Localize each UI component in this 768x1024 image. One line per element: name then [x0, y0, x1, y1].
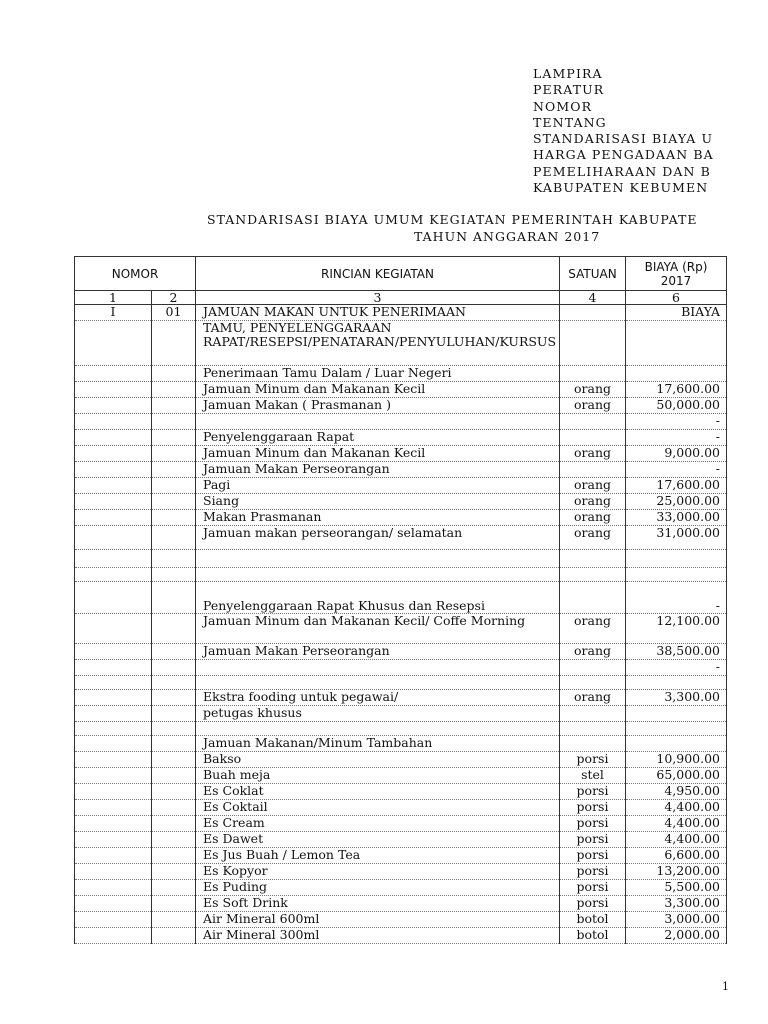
- table-row: [75, 321, 727, 366]
- row-code-cell: [152, 382, 196, 398]
- document-subtitle: TAHUN ANGGARAN 2017: [414, 229, 601, 244]
- table-row: [75, 706, 727, 722]
- row-code-cell: [152, 722, 196, 736]
- row-number-cell: [75, 768, 152, 784]
- row-code-cell: [152, 462, 196, 478]
- row-number-cell: [75, 510, 152, 526]
- unit-cell: [560, 305, 626, 321]
- col-number-6: 6: [626, 291, 727, 305]
- description-cell: [196, 660, 560, 676]
- col-number-2: 2: [152, 291, 196, 305]
- cost-cell: 9,000.00: [626, 446, 727, 462]
- description-cell: Pagi: [196, 478, 560, 494]
- unit-cell: [560, 321, 626, 366]
- row-code-cell: [152, 526, 196, 550]
- unit-cell: orang: [560, 644, 626, 660]
- cost-cell: 4,400.00: [626, 800, 727, 816]
- table-row: [75, 848, 727, 864]
- header-line: LAMPIRA: [533, 66, 603, 81]
- table-row: [75, 768, 727, 784]
- unit-cell: porsi: [560, 784, 626, 800]
- description-cell: TAMU, PENYELENGGARAAN RAPAT/RESEPSI/PENATARAN/PENYULUHAN/KURSUS: [196, 321, 560, 366]
- row-code-cell: [152, 832, 196, 848]
- table-row: [75, 462, 727, 478]
- unit-cell: orang: [560, 478, 626, 494]
- cost-cell: [626, 706, 727, 722]
- cost-cell: -: [626, 582, 727, 614]
- cost-cell: 3,300.00: [626, 690, 727, 706]
- row-code-cell: [152, 414, 196, 430]
- unit-cell: [560, 568, 626, 582]
- cost-cell: 6,600.00: [626, 848, 727, 864]
- table-row: [75, 568, 727, 582]
- row-number-cell: [75, 478, 152, 494]
- row-number-cell: [75, 366, 152, 382]
- unit-cell: [560, 736, 626, 752]
- row-number-cell: [75, 784, 152, 800]
- header-line: KABUPATEN KEBUMEN: [533, 180, 709, 196]
- description-cell: Siang: [196, 494, 560, 510]
- row-code-cell: [152, 800, 196, 816]
- table-row: [75, 864, 727, 880]
- cost-cell: 38,500.00: [626, 644, 727, 660]
- table-row: [75, 912, 727, 928]
- row-code-cell: [152, 864, 196, 880]
- row-number-cell: [75, 644, 152, 660]
- row-code-cell: [152, 366, 196, 382]
- cost-cell: 10,900.00: [626, 752, 727, 768]
- row-number-cell: [75, 880, 152, 896]
- description-cell: Es Cream: [196, 816, 560, 832]
- cost-cell: BIAYA: [626, 305, 727, 321]
- cost-cell: [626, 568, 727, 582]
- unit-cell: porsi: [560, 880, 626, 896]
- row-number-cell: [75, 864, 152, 880]
- cost-cell: [626, 676, 727, 690]
- description-cell: Jamuan makan perseorangan/ selamatan: [196, 526, 560, 550]
- table-row: [75, 526, 727, 550]
- description-cell: Penyelenggaraan Rapat: [196, 430, 560, 446]
- description-cell: Jamuan Minum dan Makanan Kecil: [196, 446, 560, 462]
- header-line: HARGA PENGADAAN BA: [533, 147, 714, 163]
- row-code-cell: [152, 928, 196, 944]
- table-row: [75, 896, 727, 912]
- table-row: [75, 644, 727, 660]
- document-header: [533, 66, 768, 196]
- row-code-cell: [152, 430, 196, 446]
- row-code-cell: [152, 896, 196, 912]
- row-number-cell: [75, 582, 152, 614]
- table-row: [75, 816, 727, 832]
- row-number-cell: [75, 722, 152, 736]
- row-code-cell: [152, 550, 196, 568]
- cost-cell: 2,000.00: [626, 928, 727, 944]
- row-number-cell: [75, 494, 152, 510]
- row-number-cell: [75, 446, 152, 462]
- cost-table: [74, 256, 727, 944]
- cost-cell: 3,300.00: [626, 896, 727, 912]
- unit-cell: [560, 660, 626, 676]
- description-cell: Jamuan Minum dan Makanan Kecil/ Coffe Morning: [196, 614, 560, 644]
- unit-cell: [560, 722, 626, 736]
- row-number-cell: [75, 462, 152, 478]
- col-number-1: 1: [75, 291, 152, 305]
- table-row: [75, 398, 727, 414]
- cost-cell: [626, 321, 727, 366]
- description-cell: Jamuan Minum dan Makanan Kecil: [196, 382, 560, 398]
- table-row: [75, 582, 727, 614]
- table-row: [75, 784, 727, 800]
- cost-cell: [626, 736, 727, 752]
- row-number-cell: [75, 676, 152, 690]
- row-code-cell: [152, 752, 196, 768]
- table-row: [75, 478, 727, 494]
- table-row: [75, 614, 727, 644]
- table-row: [75, 880, 727, 896]
- cost-cell: 13,200.00: [626, 864, 727, 880]
- row-number-cell: [75, 321, 152, 366]
- unit-cell: porsi: [560, 848, 626, 864]
- unit-cell: orang: [560, 614, 626, 644]
- col-number-3: 3: [196, 291, 560, 305]
- table-row: [75, 510, 727, 526]
- description-cell: Buah meja: [196, 768, 560, 784]
- unit-cell: porsi: [560, 832, 626, 848]
- unit-cell: [560, 582, 626, 614]
- header-nomor: NOMOR: [75, 257, 196, 291]
- unit-cell: orang: [560, 510, 626, 526]
- document-title: STANDARISASI BIAYA UMUM KEGIATAN PEMERINTAH KABUPATE: [207, 212, 698, 227]
- row-number-cell: [75, 832, 152, 848]
- row-number-cell: [75, 896, 152, 912]
- header-biaya: BIAYA (Rp) 2017: [626, 257, 727, 291]
- description-cell: [196, 722, 560, 736]
- cost-cell: -: [626, 462, 727, 478]
- cost-cell: 4,950.00: [626, 784, 727, 800]
- row-code-cell: [152, 690, 196, 706]
- row-code-cell: [152, 676, 196, 690]
- cost-cell: 3,000.00: [626, 912, 727, 928]
- row-code-cell: [152, 582, 196, 614]
- row-number-cell: [75, 526, 152, 550]
- description-cell: petugas khusus: [196, 706, 560, 722]
- table-row: [75, 800, 727, 816]
- table-row: [75, 660, 727, 676]
- description-cell: Jamuan Makan Perseorangan: [196, 644, 560, 660]
- col-number-4: 4: [560, 291, 626, 305]
- description-cell: [196, 414, 560, 430]
- description-cell: Es Coklat: [196, 784, 560, 800]
- table-row: [75, 366, 727, 382]
- row-code-cell: [152, 816, 196, 832]
- description-cell: Jamuan Makan Perseorangan: [196, 462, 560, 478]
- cost-cell: 50,000.00: [626, 398, 727, 414]
- row-number-cell: [75, 800, 152, 816]
- row-code-cell: [152, 510, 196, 526]
- table-row: [75, 722, 727, 736]
- table-row: [75, 928, 727, 944]
- description-cell: Air Mineral 600ml: [196, 912, 560, 928]
- cost-cell: 4,400.00: [626, 832, 727, 848]
- unit-cell: porsi: [560, 896, 626, 912]
- unit-cell: orang: [560, 526, 626, 550]
- header-line: TENTANG: [533, 114, 607, 130]
- unit-cell: porsi: [560, 816, 626, 832]
- row-number-cell: [75, 398, 152, 414]
- header-line: PEMELIHARAAN DAN B: [533, 163, 711, 179]
- row-code-cell: [152, 660, 196, 676]
- row-number-cell: [75, 706, 152, 722]
- row-code-cell: 01: [152, 305, 196, 321]
- description-cell: Penyelenggaraan Rapat Khusus dan Resepsi: [196, 582, 560, 614]
- cost-cell: -: [626, 660, 727, 676]
- description-cell: Air Mineral 300ml: [196, 928, 560, 944]
- description-cell: Makan Prasmanan: [196, 510, 560, 526]
- unit-cell: porsi: [560, 752, 626, 768]
- table-row: [75, 494, 727, 510]
- row-code-cell: [152, 768, 196, 784]
- unit-cell: [560, 550, 626, 568]
- description-cell: Es Coktail: [196, 800, 560, 816]
- row-number-cell: [75, 414, 152, 430]
- row-code-cell: [152, 644, 196, 660]
- row-number-cell: [75, 928, 152, 944]
- description-cell: [196, 676, 560, 690]
- row-code-cell: [152, 494, 196, 510]
- row-number-cell: [75, 848, 152, 864]
- unit-cell: orang: [560, 398, 626, 414]
- row-number-cell: [75, 736, 152, 752]
- table-row: [75, 446, 727, 462]
- header-satuan: SATUAN: [560, 257, 626, 291]
- cost-cell: 4,400.00: [626, 816, 727, 832]
- table-row: [75, 550, 727, 568]
- row-code-cell: [152, 848, 196, 864]
- row-number-cell: [75, 690, 152, 706]
- cost-cell: 12,100.00: [626, 614, 727, 644]
- unit-cell: [560, 414, 626, 430]
- unit-cell: [560, 462, 626, 478]
- description-cell: Es Jus Buah / Lemon Tea: [196, 848, 560, 864]
- table-row: [75, 736, 727, 752]
- row-code-cell: [152, 912, 196, 928]
- page-number: 1: [722, 980, 729, 993]
- cost-cell: 17,600.00: [626, 478, 727, 494]
- cost-cell: -: [626, 414, 727, 430]
- table-row: [75, 676, 727, 690]
- unit-cell: orang: [560, 494, 626, 510]
- unit-cell: orang: [560, 446, 626, 462]
- description-cell: Jamuan Makan ( Prasmanan ): [196, 398, 560, 414]
- unit-cell: botol: [560, 928, 626, 944]
- table-row: [75, 382, 727, 398]
- unit-cell: orang: [560, 690, 626, 706]
- cost-cell: 25,000.00: [626, 494, 727, 510]
- row-number-cell: [75, 912, 152, 928]
- cost-cell: 17,600.00: [626, 382, 727, 398]
- header-line: NOMOR: [533, 98, 593, 114]
- row-code-cell: [152, 614, 196, 644]
- table-row: [75, 690, 727, 706]
- row-number-cell: [75, 568, 152, 582]
- row-number-cell: [75, 660, 152, 676]
- row-number-cell: I: [75, 305, 152, 321]
- description-cell: Es Dawet: [196, 832, 560, 848]
- row-code-cell: [152, 398, 196, 414]
- description-cell: [196, 568, 560, 582]
- row-number-cell: [75, 752, 152, 768]
- table-row: [75, 430, 727, 446]
- unit-cell: stel: [560, 768, 626, 784]
- unit-cell: porsi: [560, 800, 626, 816]
- row-code-cell: [152, 568, 196, 582]
- header-rincian: RINCIAN KEGIATAN: [196, 257, 560, 291]
- description-cell: Bakso: [196, 752, 560, 768]
- unit-cell: [560, 676, 626, 690]
- row-code-cell: [152, 321, 196, 366]
- row-code-cell: [152, 880, 196, 896]
- description-cell: Es Kopyor: [196, 864, 560, 880]
- row-code-cell: [152, 446, 196, 462]
- unit-cell: porsi: [560, 864, 626, 880]
- cost-cell: [626, 550, 727, 568]
- unit-cell: [560, 366, 626, 382]
- unit-cell: [560, 706, 626, 722]
- description-cell: JAMUAN MAKAN UNTUK PENERIMAAN: [196, 305, 560, 321]
- row-code-cell: [152, 706, 196, 722]
- table-row: [75, 305, 727, 321]
- row-code-cell: [152, 784, 196, 800]
- cost-cell: 65,000.00: [626, 768, 727, 784]
- row-code-cell: [152, 478, 196, 494]
- row-number-cell: [75, 382, 152, 398]
- unit-cell: botol: [560, 912, 626, 928]
- description-cell: Jamuan Makanan/Minum Tambahan: [196, 736, 560, 752]
- cost-cell: 33,000.00: [626, 510, 727, 526]
- description-cell: Es Puding: [196, 880, 560, 896]
- header-line: STANDARISASI BIAYA U: [533, 131, 714, 147]
- description-cell: Ekstra fooding untuk pegawai/: [196, 690, 560, 706]
- header-line: PERATUR: [533, 82, 605, 98]
- row-number-cell: [75, 816, 152, 832]
- table-row: [75, 752, 727, 768]
- cost-cell: [626, 366, 727, 382]
- description-cell: Penerimaan Tamu Dalam / Luar Negeri: [196, 366, 560, 382]
- row-code-cell: [152, 736, 196, 752]
- cost-cell: -: [626, 430, 727, 446]
- unit-cell: [560, 430, 626, 446]
- row-number-cell: [75, 430, 152, 446]
- row-number-cell: [75, 550, 152, 568]
- unit-cell: orang: [560, 382, 626, 398]
- table-row: [75, 414, 727, 430]
- description-cell: [196, 550, 560, 568]
- cost-cell: 31,000.00: [626, 526, 727, 550]
- cost-cell: 5,500.00: [626, 880, 727, 896]
- description-cell: Es Soft Drink: [196, 896, 560, 912]
- row-number-cell: [75, 614, 152, 644]
- cost-cell: [626, 722, 727, 736]
- table-row: [75, 832, 727, 848]
